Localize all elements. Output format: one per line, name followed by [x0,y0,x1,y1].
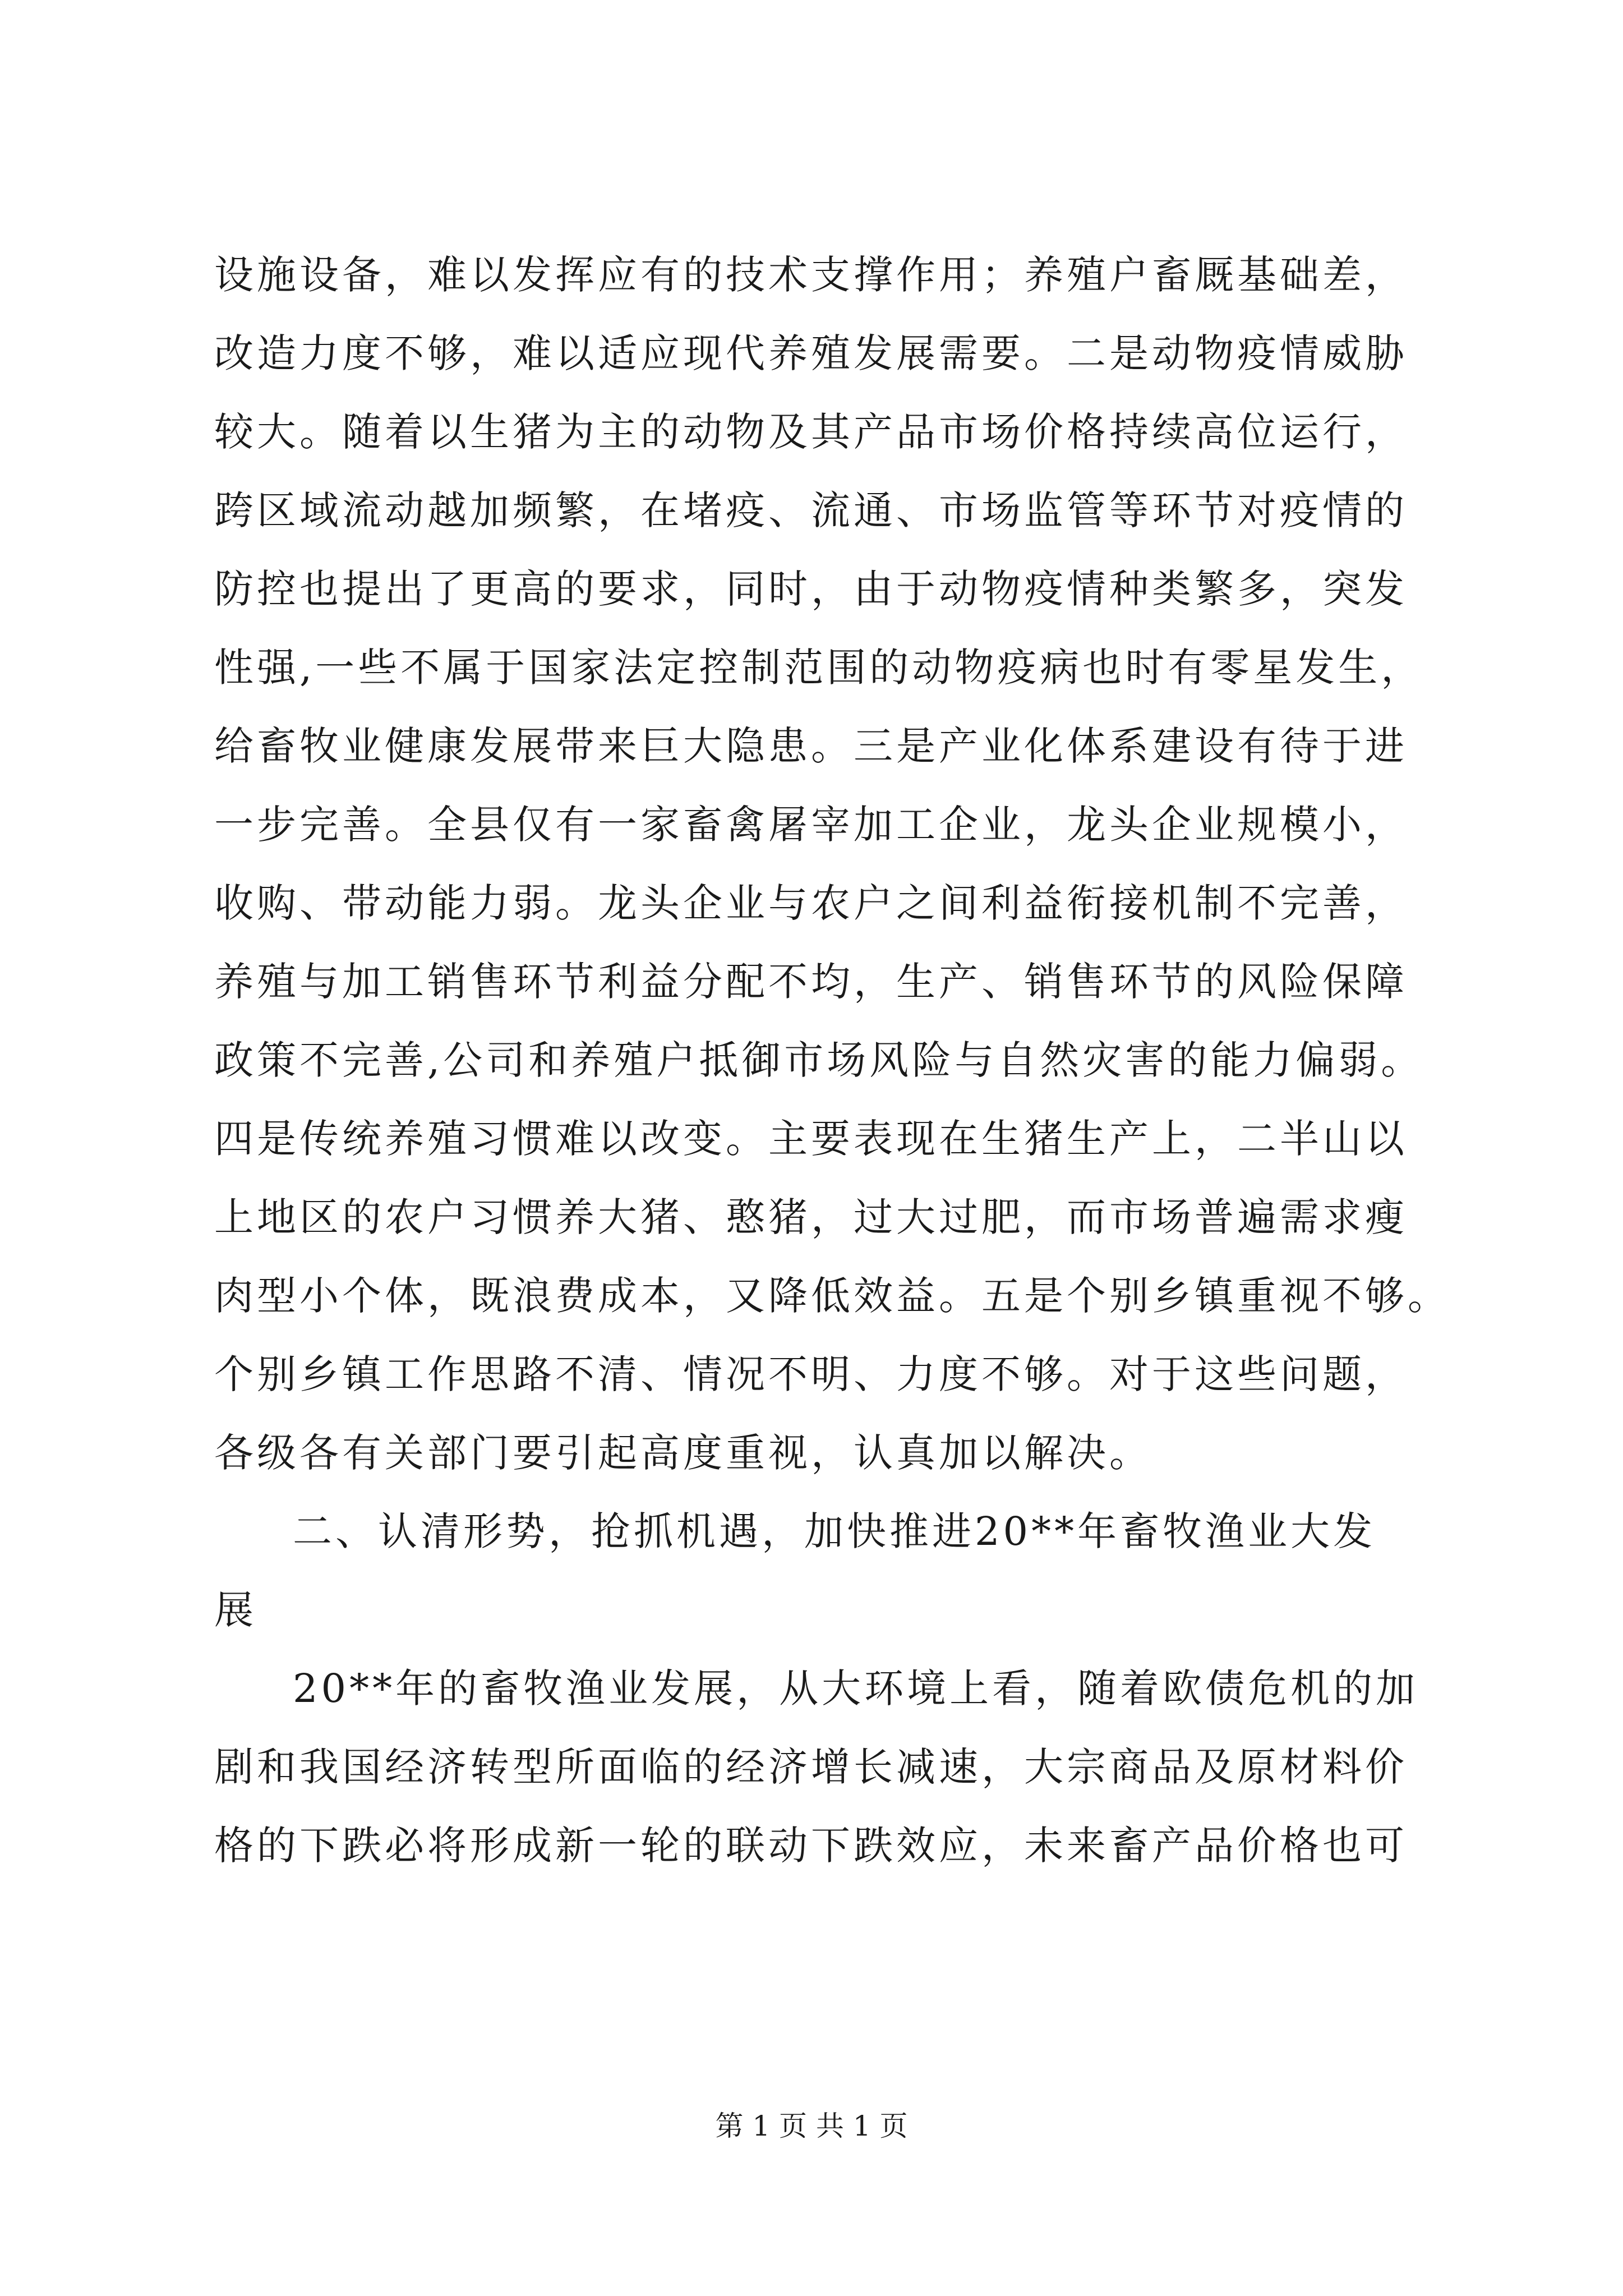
section-heading: 二、认清形势，抢抓机遇，加快推进20**年畜牧渔业大发 [293,1508,1376,1554]
page-number-footer: 第 1 页 共 1 页 [715,2110,908,2142]
text-line: 各级各有关部门要引起高度重视，认真加以解决。 [214,1430,1152,1476]
text-line: 改造力度不够，难以适应现代养殖发展需要。二是动物疫情威胁 [214,330,1408,376]
text-line: 防控也提出了更高的要求，同时，由于动物疫情种类繁多，突发 [214,566,1408,612]
text-line: 养殖与加工销售环节利益分配不均，生产、销售环节的风险保障 [214,959,1408,1005]
text-line: 收购、带动能力弱。龙头企业与农户之间利益衔接机制不完善， [214,880,1408,926]
text-line: 上地区的农户习惯养大猪、憨猪，过大过肥，而市场普遍需求瘦 [214,1194,1408,1240]
text-line: 肉型小个体，既浪费成本，又降低效益。五是个别乡镇重视不够。 [214,1273,1450,1319]
text-line: 政策不完善,公司和养殖户抵御市场风险与自然灾害的能力偏弱。 [214,1037,1424,1083]
section-heading-continuation: 展 [214,1587,257,1633]
text-line: 给畜牧业健康发展带来巨大隐患。三是产业化体系建设有待于进 [214,723,1408,769]
text-line: 四是传统养殖习惯难以改变。主要表现在生猪生产上，二半山以 [214,1116,1408,1162]
text-line: 跨区域流动越加频繁，在堵疫、流通、市场监管等环节对疫情的 [214,487,1408,533]
text-line: 个别乡镇工作思路不清、情况不明、力度不够。对于这些问题， [214,1351,1408,1397]
text-line: 剧和我国经济转型所面临的经济增长减速，大宗商品及原材料价 [214,1744,1408,1790]
text-line: 较大。随着以生猪为主的动物及其产品市场价格持续高位运行， [214,409,1408,455]
text-line: 性强,一些不属于国家法定控制范围的动物疫病也时有零星发生， [214,645,1424,691]
text-line: 格的下跌必将形成新一轮的联动下跌效应，未来畜产品价格也可 [214,1823,1408,1869]
text-line: 设施设备，难以发挥应有的技术支撑作用；养殖户畜厩基础差， [214,252,1408,298]
text-line: 一步完善。全县仅有一家畜禽屠宰加工企业，龙头企业规模小， [214,802,1408,848]
text-line: 20**年的畜牧渔业发展，从大环境上看，随着欧债危机的加 [293,1665,1419,1711]
